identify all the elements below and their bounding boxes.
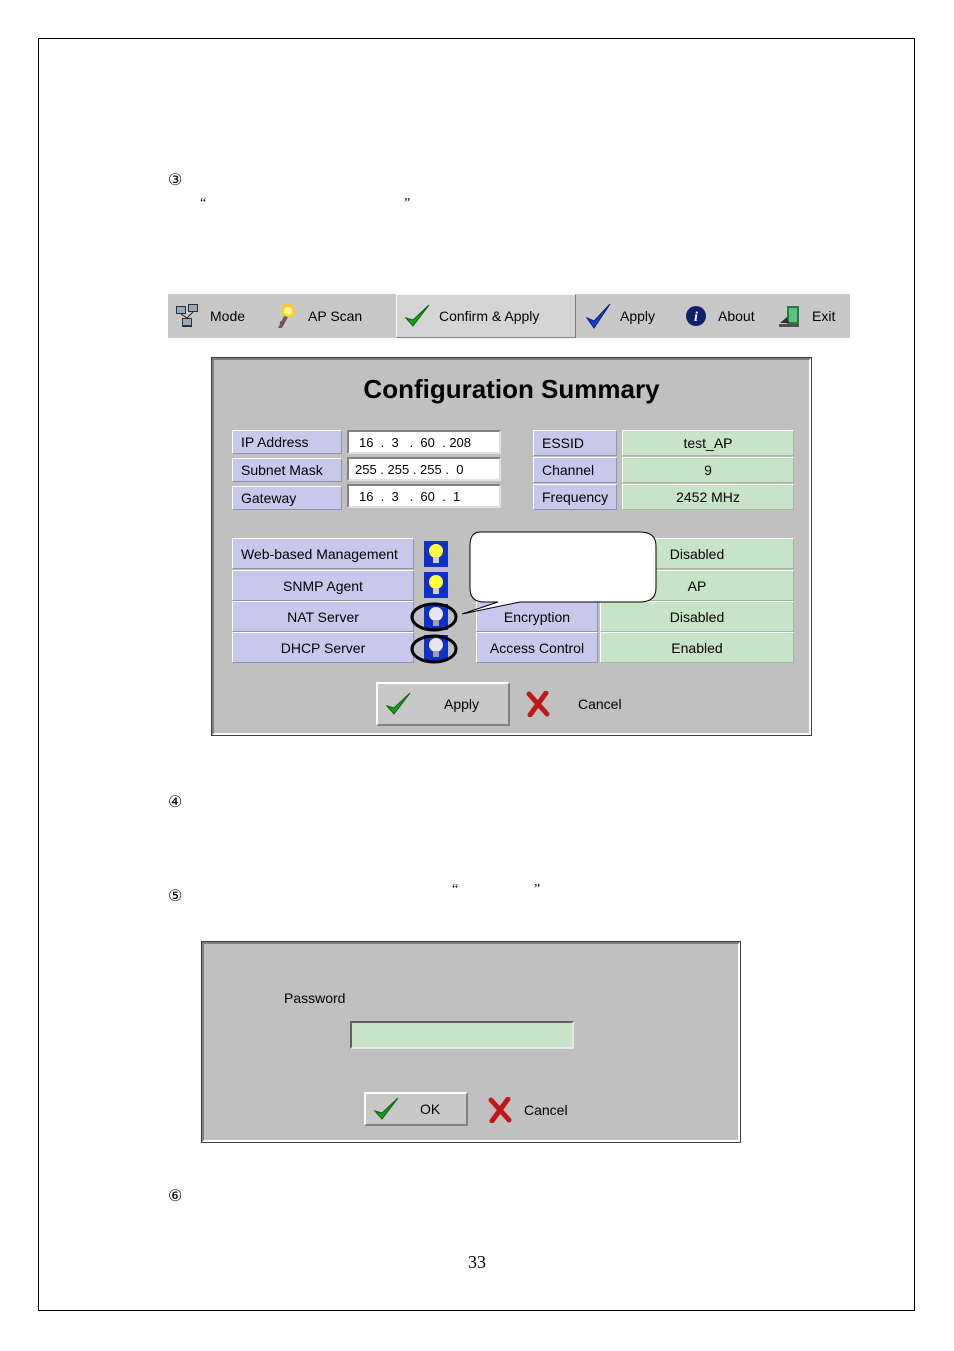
ap-scan-label: AP Scan: [308, 308, 363, 324]
ip-address-label: IP Address: [232, 430, 342, 454]
step-4-marker: ④: [168, 792, 183, 811]
frequency-label: Frequency: [533, 484, 617, 510]
cross-icon: [524, 690, 552, 718]
channel-label: Channel: [533, 457, 617, 483]
password-input[interactable]: [350, 1021, 574, 1049]
bulb-on-icon: [424, 541, 448, 567]
password-cancel-button[interactable]: [486, 1096, 568, 1124]
apply-toolbar-label: Apply: [620, 308, 656, 324]
exit-label: Exit: [812, 308, 836, 324]
bulb-on-icon: [424, 572, 448, 598]
apply-button[interactable]: [376, 682, 510, 726]
open-quote: “: [200, 196, 207, 211]
gateway-field[interactable]: 16 . 3 . 60 . 1: [347, 484, 501, 508]
access-control-label: Access Control: [476, 632, 598, 663]
close-quote: ”: [404, 196, 411, 211]
cross-icon: [486, 1096, 514, 1124]
cancel-button-label: Cancel: [578, 696, 622, 712]
frequency-value: 2452 MHz: [622, 484, 794, 510]
network-computers-icon: [174, 302, 202, 330]
exit-button[interactable]: [770, 294, 846, 338]
ip-address-field[interactable]: 16 . 3 . 60 . 208: [347, 430, 501, 454]
configuration-summary-panel: [212, 358, 811, 735]
mode-button[interactable]: [168, 294, 264, 338]
encryption-value: Disabled: [600, 601, 794, 632]
page-number: 33: [468, 1252, 486, 1272]
check-icon: [372, 1095, 400, 1123]
torch-icon: [272, 302, 300, 330]
exit-icon: [776, 302, 804, 330]
snmp-agent-label: SNMP Agent: [232, 570, 414, 601]
subnet-mask-field[interactable]: 255 . 255 . 255 . 0: [347, 457, 501, 481]
cancel-button[interactable]: [524, 690, 622, 718]
info-icon: [682, 302, 710, 330]
right-value-2: AP: [600, 570, 794, 601]
ap-scan-button[interactable]: [264, 294, 396, 338]
ok-button-label: OK: [420, 1101, 441, 1117]
dhcp-server-label: DHCP Server: [232, 632, 414, 663]
channel-value: 9: [622, 457, 794, 483]
speech-bubble: [450, 530, 660, 620]
about-button[interactable]: [676, 294, 770, 338]
access-control-value: Enabled: [600, 632, 794, 663]
configuration-summary-title: Configuration Summary: [363, 374, 660, 404]
check-icon: [403, 302, 431, 330]
essid-value: test_AP: [622, 430, 794, 456]
password-dialog: [202, 942, 740, 1142]
close-quote: ”: [534, 882, 541, 897]
blue-check-icon: [584, 302, 612, 330]
subnet-mask-label: Subnet Mask: [232, 458, 342, 482]
step-3-marker: ③: [168, 170, 183, 189]
mode-label: Mode: [210, 308, 246, 324]
about-label: About: [718, 308, 755, 324]
step-6-marker: ⑥: [168, 1186, 183, 1205]
password-cancel-label: Cancel: [524, 1102, 568, 1118]
step-5-marker: ⑤: [168, 886, 183, 905]
open-quote: “: [452, 882, 459, 897]
web-management-label: Web-based Management: [232, 538, 414, 569]
encryption-label: Encryption: [476, 601, 598, 632]
ok-button[interactable]: [364, 1092, 468, 1126]
confirm-apply-button[interactable]: [396, 294, 576, 338]
nat-server-label: NAT Server: [232, 601, 414, 632]
check-icon: [384, 690, 412, 718]
svg-text:i: i: [694, 310, 698, 325]
essid-label: ESSID: [533, 430, 617, 456]
gateway-label: Gateway: [232, 486, 342, 510]
apply-button-label: Apply: [444, 696, 480, 712]
toolbar: [168, 294, 850, 338]
confirm-apply-label: Confirm & Apply: [439, 308, 540, 324]
apply-toolbar-button[interactable]: [576, 294, 676, 338]
password-label: Password: [284, 990, 346, 1006]
right-value-1: Disabled: [600, 538, 794, 569]
